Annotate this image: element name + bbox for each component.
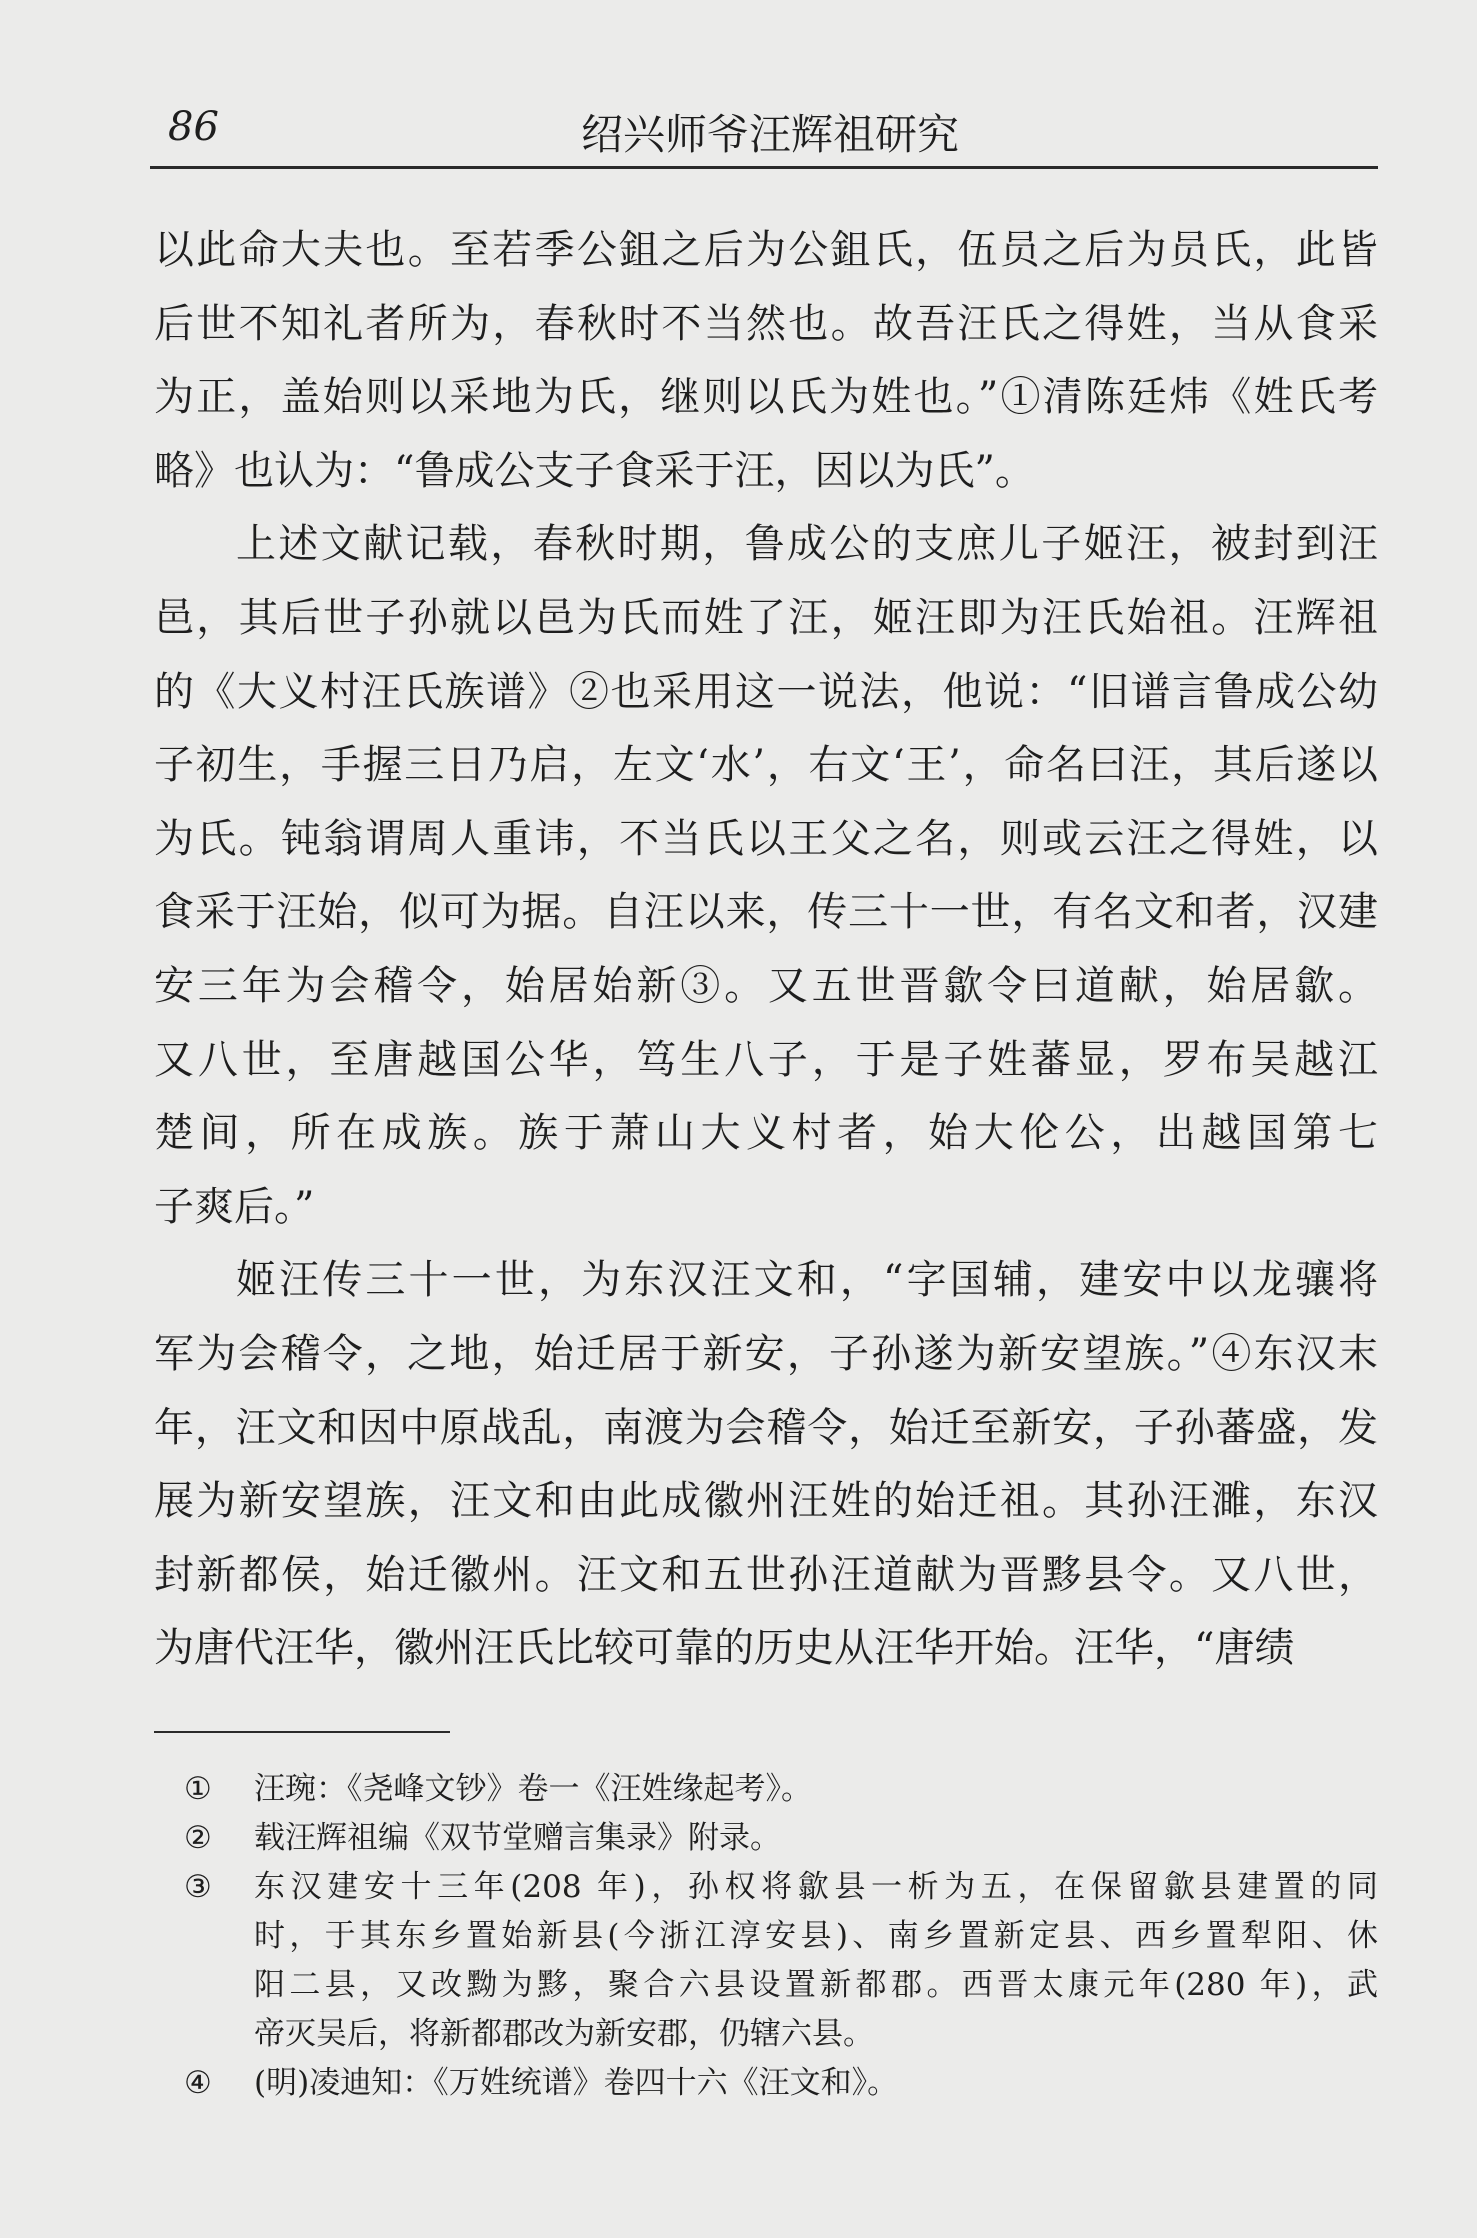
text-line: 以此命大夫也。至若季公鉏之后为公鉏氏，伍员之后为员氏，此皆 <box>154 227 1378 273</box>
text-line: 为唐代汪华，徽州汪氏比较可靠的历史从汪华开始。汪华，“唐绩 <box>154 1625 1295 1672</box>
text-line: 略》也认为：“鲁成公支子食采于汪，因以为氏”。 <box>154 447 1035 494</box>
text-line: 为正，盖始则以采地为氏，继则以氏为姓也。”①清陈廷炜《姓氏考 <box>154 374 1378 421</box>
text-line: 展为新安望族，汪文和由此成徽州汪姓的始迁祖。其孙汪濉，东汉 <box>154 1478 1378 1525</box>
footnote-line: 东汉建安十三年(208 年)，孙权将歙县一析为五，在保留歙县建置的同 <box>254 1869 1378 1905</box>
footnote-line: 时，于其东乡置始新县(今浙江淳安县)、南乡置新定县、西乡置犁阳、休 <box>254 1918 1378 1954</box>
paragraph <box>154 1244 1378 1686</box>
footnote-mark: ① <box>184 1771 212 1807</box>
running-title: 绍兴师爷汪辉祖研究 <box>580 110 959 159</box>
text-line: 为氏。钝翁谓周人重讳，不当氏以王父之名，则或云汪之得姓，以 <box>154 815 1378 862</box>
text-line: 食采于汪始，似可为据。自汪以来，传三十一世，有名文和者，汉建 <box>154 889 1378 936</box>
footnote-line: 载汪辉祖编《双节堂赠言集录》附录。 <box>254 1820 781 1856</box>
footnote <box>154 2059 1378 2108</box>
footnote-mark: ③ <box>184 1869 212 1905</box>
header-rule <box>150 166 1378 169</box>
footnote-line: (明)凌迪知：《万姓统谱》卷四十六《汪文和》。 <box>254 2065 899 2101</box>
footnote-mark: ② <box>184 1820 212 1856</box>
body-text <box>154 214 1378 1686</box>
text-line: 的《大义村汪氏族谱》②也采用这一说法，他说：“旧谱言鲁成公幼 <box>154 668 1378 715</box>
text-line: 上述文献记载，春秋时期，鲁成公的支庶儿子姬汪，被封到汪 <box>236 521 1378 568</box>
footnote-line: 汪琬：《尧峰文钞》卷一《汪姓缘起考》。 <box>254 1771 812 1807</box>
text-line: 封新都侯，始迁徽州。汪文和五世孙汪道献为晋黟县令。又八世， <box>154 1551 1378 1598</box>
paragraph <box>154 508 1378 1244</box>
text-line: 又八世，至唐越国公华，笃生八子，于是子姓蕃显，罗布吴越江 <box>154 1036 1378 1083</box>
footnote <box>154 1765 1378 1814</box>
text-line: 安三年为会稽令，始居始新③。又五世晋歙令曰道献，始居歙。 <box>154 962 1378 1009</box>
footnote-mark: ④ <box>184 2065 212 2101</box>
paragraph <box>154 214 1378 508</box>
footnote <box>154 1863 1378 2059</box>
footnote-line: 阳二县，又改黝为黟，聚合六县设置新都郡。西晋太康元年(280 年)，武 <box>254 1967 1378 2003</box>
text-line: 楚间，所在成族。族于萧山大义村者，始大伦公，出越国第七 <box>154 1110 1378 1157</box>
text-line: 年，汪文和因中原战乱，南渡为会稽令，始迁至新安，子孙蕃盛，发 <box>154 1404 1378 1451</box>
footnotes <box>154 1765 1378 2108</box>
footnote <box>154 1814 1378 1863</box>
footnote-rule <box>154 1731 450 1733</box>
footnote-line: 帝灭吴后，将新都郡改为新安郡，仍辖六县。 <box>254 2016 874 2052</box>
text-line: 子初生，手握三日乃启，左文‘水’，右文‘王’，命名曰汪，其后遂以 <box>154 742 1378 789</box>
text-line: 姬汪传三十一世，为东汉汪文和，“字国辅，建安中以龙骧将 <box>236 1257 1378 1304</box>
text-line: 军为会稽令，之地，始迁居于新安，子孙遂为新安望族。”④东汉末 <box>154 1330 1378 1377</box>
page-number: 86 <box>168 104 219 150</box>
text-line: 子爽后。” <box>154 1183 315 1230</box>
text-line: 邑，其后世子孙就以邑为氏而姓了汪，姬汪即为汪氏始祖。汪辉祖 <box>154 594 1378 641</box>
text-line: 后世不知礼者所为，春秋时不当然也。故吾汪氏之得姓，当从食采 <box>154 300 1378 347</box>
